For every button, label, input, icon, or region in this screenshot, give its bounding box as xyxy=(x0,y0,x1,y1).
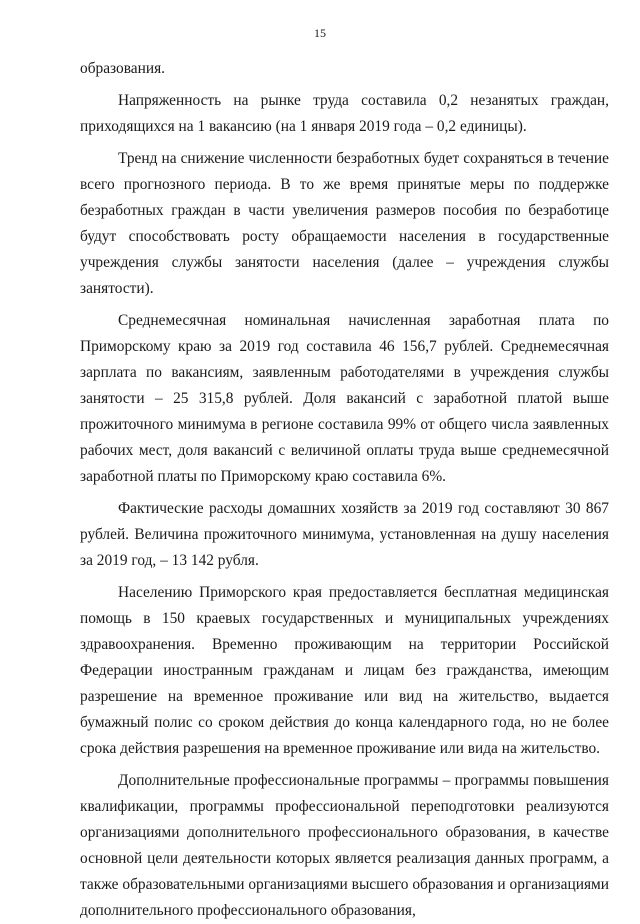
page-number: 15 xyxy=(314,26,326,40)
paragraph-labor-tension: Напряженность на рынке труда составила 0,2 незанятых граждан, приходящихся на 1 вакансию (на 1 января 2019 года – 0,2 единицы). xyxy=(80,92,609,135)
paragraph-average-wage: Среднемесячная номинальная начисленная заработная плата по Приморскому краю за 2019 год составила 46 156,7 рублей. Среднемесячная зарплата по вакансиям, заявленным работодателями в учреждения службы занятости – 25 315,8 рублей. Доля вакансий с заработной платой выше прожиточного минимума в регионе составила 99% от общего числа заявленных рабочих мест, доля вакансий с величиной оплаты труда выше среднемесячной заработной платы по Приморскому краю составила 6%. xyxy=(80,312,609,485)
paragraph-household-expenses: Фактические расходы домашних хозяйств за 2019 год составляют 30 867 рублей. Величина прожиточного минимума, установленная на душу населения за 2019 год, – 13 142 рубля. xyxy=(80,500,609,569)
paragraph-professional-programs: Дополнительные профессиональные программы – программы повышения квалификации, программы профессиональной переподготовки реализуются организациями дополнительного профессионального образования, в качестве основной цели деятельности которых является реализация данных программ, а также образовательными организациями высшего образования и организациями дополнительного профессионального образования, xyxy=(80,772,609,919)
paragraph-unemployment-trend: Тренд на снижение численности безработных будет сохраняться в течение всего прогнозного периода. В то же время принятые меры по поддержке безработных граждан в части увеличения размеров пособия по безработице будут способствовать росту обращаемости населения в государственные учреждения службы занятости населения (далее – учреждения службы занятости). xyxy=(80,150,609,297)
paragraph-continuation: образования. xyxy=(80,60,166,77)
document-body xyxy=(80,56,609,924)
paragraph-medical-care: Населению Приморского края предоставляется бесплатная медицинская помощь в 150 краевых государственных и муниципальных учреждениях здравоохранения. Временно проживающим на территории Российской Федерации иностранным гражданам и лицам без гражданства, имеющим разрешение на временное проживание или вид на жительство, выдается бумажный полис со сроком действия до конца календарного года, но не более срока действия разрешения на временное проживание или вида на жительство. xyxy=(80,584,609,757)
